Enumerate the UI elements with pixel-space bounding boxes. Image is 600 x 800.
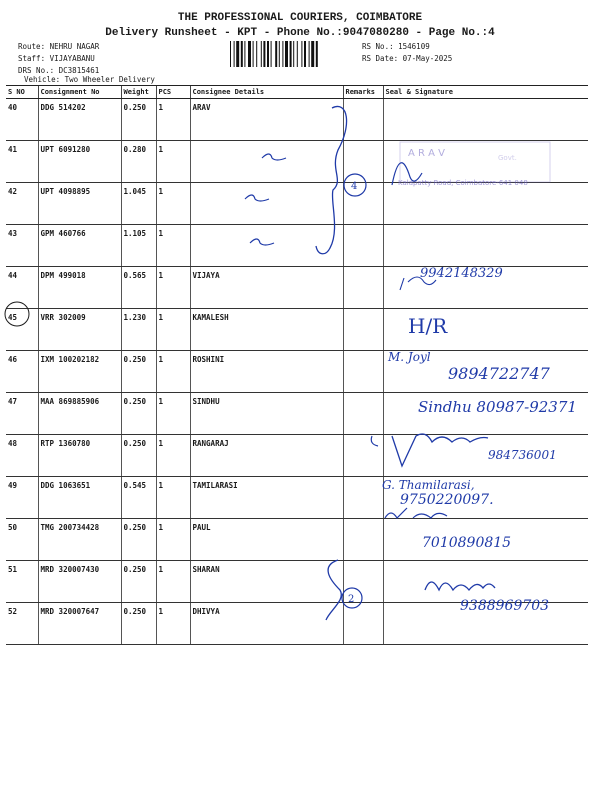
- col-consignment: Consignment No: [38, 86, 121, 99]
- bracket-mark: [316, 106, 347, 253]
- consignment-cell: GPM 460766: [38, 225, 121, 267]
- handwritten-phone: 984736001: [488, 448, 557, 462]
- svg-text:Govt.: Govt.: [498, 154, 517, 162]
- handwritten-phone: 9388969703: [460, 598, 550, 614]
- handwritten-name: G. Thamilarasi,: [382, 478, 475, 492]
- weight-cell: 0.545: [121, 477, 156, 519]
- rs-date-value: 07-May-2025: [402, 54, 453, 63]
- consignee-cell: ARAV: [190, 99, 343, 141]
- consignment-cell: TMG 200734428: [38, 519, 121, 561]
- consignee-cell: ROSHINI: [190, 351, 343, 393]
- signature-scribble: [392, 163, 422, 185]
- sno-cell: 42: [6, 183, 38, 225]
- weight-cell: 1.045: [121, 183, 156, 225]
- consignee-cell: TAMILARASI: [190, 477, 343, 519]
- pcs-cell: 1: [156, 393, 190, 435]
- consignee-cell: SHARAN: [190, 561, 343, 603]
- pcs-cell: 1: [156, 435, 190, 477]
- sno-cell: 51: [6, 561, 38, 603]
- route-line: Route: NEHRU NAGAR: [18, 42, 100, 51]
- svg-text:A R A V: A R A V: [408, 148, 446, 159]
- pcs-cell: 1: [156, 351, 190, 393]
- pcs-cell: 1: [156, 519, 190, 561]
- signature-scribble: [371, 436, 378, 446]
- row-circle: [5, 302, 29, 326]
- sno-cell: 50: [6, 519, 38, 561]
- signature-scribble: [392, 434, 488, 466]
- consignee-cell: RANGARAJ: [190, 435, 343, 477]
- handwritten-phone: 9894722747: [448, 364, 550, 383]
- sno-cell: 48: [6, 435, 38, 477]
- consignee-cell: VIJAYA: [190, 267, 343, 309]
- handwritten-name: M. Joyl: [388, 350, 431, 364]
- staff-line: Staff: VIJAYABANU: [18, 54, 95, 63]
- pcs-cell: 1: [156, 183, 190, 225]
- pcs-cell: 1: [156, 477, 190, 519]
- weight-cell: 0.565: [121, 267, 156, 309]
- ditto-mark: [250, 239, 274, 245]
- sno-cell: 45: [6, 309, 38, 351]
- handwritten-phone: 7010890815: [422, 535, 512, 551]
- handwritten-phone: 9942148329: [420, 266, 503, 281]
- pcs-cell: 1: [156, 99, 190, 141]
- sno-cell: 47: [6, 393, 38, 435]
- drs-line: DRS No.: DC3815461: [18, 66, 100, 75]
- consignee-cell: KAMALESH: [190, 309, 343, 351]
- weight-cell: 0.250: [121, 561, 156, 603]
- consignment-cell: MRD 320007647: [38, 603, 121, 645]
- ditto-mark: [262, 154, 286, 160]
- consignment-cell: DDG 1063651: [38, 477, 121, 519]
- consignment-cell: UPT 4098895: [38, 183, 121, 225]
- handwritten-name-phone: Sindhu 80987-92371: [418, 398, 577, 416]
- consignment-cell: UPT 6091280: [38, 141, 121, 183]
- count-mark: 2: [348, 594, 355, 605]
- consignment-cell: MAA 869885906: [38, 393, 121, 435]
- weight-cell: 1.230: [121, 309, 156, 351]
- weight-cell: 0.250: [121, 99, 156, 141]
- handwritten-note: H/R: [408, 314, 448, 338]
- col-pcs: PCS: [156, 86, 190, 99]
- sno-cell: 49: [6, 477, 38, 519]
- sno-cell: 52: [6, 603, 38, 645]
- pcs-cell: 1: [156, 225, 190, 267]
- pcs-cell: 1: [156, 309, 190, 351]
- weight-cell: 0.280: [121, 141, 156, 183]
- col-consignee: Consignee Details: [190, 86, 343, 99]
- consignee-cell: SINDHU: [190, 393, 343, 435]
- consignment-cell: VRR 302009: [38, 309, 121, 351]
- route-value: NEHRU NAGAR: [49, 42, 100, 51]
- signature-scribble: [385, 508, 447, 518]
- pcs-cell: 1: [156, 141, 190, 183]
- stamp-address: Kalapatty Road, Coimbatore-641 048: [398, 179, 528, 187]
- count-mark: 4: [351, 181, 358, 192]
- ditto-mark: [245, 195, 269, 201]
- pcs-cell: 1: [156, 267, 190, 309]
- consignment-cell: IXM 100202182: [38, 351, 121, 393]
- sno-cell: 43: [6, 225, 38, 267]
- pcs-cell: 1: [156, 603, 190, 645]
- rs-no-line: RS No.: 1546109: [362, 42, 430, 51]
- vehicle-line: Vehicle: Two Wheeler Delivery: [24, 75, 155, 84]
- rs-date-line: RS Date: 07-May-2025: [362, 54, 453, 63]
- sno-cell: 41: [6, 141, 38, 183]
- col-weight: Weight: [121, 86, 156, 99]
- consignment-cell: MRD 320007430: [38, 561, 121, 603]
- consignee-cell: PAUL: [190, 519, 343, 561]
- weight-cell: 0.250: [121, 603, 156, 645]
- weight-cell: 0.250: [121, 393, 156, 435]
- pcs-cell: 1: [156, 561, 190, 603]
- consignment-cell: DPM 499018: [38, 267, 121, 309]
- drs-value: DC3815461: [58, 66, 100, 75]
- consignee-cell: DHIVYA: [190, 603, 343, 645]
- weight-cell: 1.105: [121, 225, 156, 267]
- weight-cell: 0.250: [121, 351, 156, 393]
- col-seal: Seal & Signature: [383, 86, 588, 99]
- consignment-cell: RTP 1360780: [38, 435, 121, 477]
- handwritten-phone: 9750220097.: [400, 492, 494, 508]
- sno-cell: 40: [6, 99, 38, 141]
- bracket-mark: [326, 560, 341, 620]
- weight-cell: 0.250: [121, 519, 156, 561]
- weight-cell: 0.250: [121, 435, 156, 477]
- sno-cell: 44: [6, 267, 38, 309]
- page-title: THE PROFESSIONAL COURIERS, COIMBATORE: [177, 12, 423, 24]
- vehicle-value: Two Wheeler Delivery: [64, 75, 155, 84]
- staff-value: VIJAYABANU: [49, 54, 95, 63]
- col-remarks: Remarks: [343, 86, 383, 99]
- consignment-cell: DDG 514202: [38, 99, 121, 141]
- runsheet-subtitle: Delivery Runsheet - KPT - Phone No.:9047080280 - Page No.:4: [105, 27, 495, 39]
- signature-scribble: [425, 582, 495, 590]
- col-sno: S NO: [6, 86, 38, 99]
- rs-no-value: 1546109: [398, 42, 430, 51]
- sno-cell: 46: [6, 351, 38, 393]
